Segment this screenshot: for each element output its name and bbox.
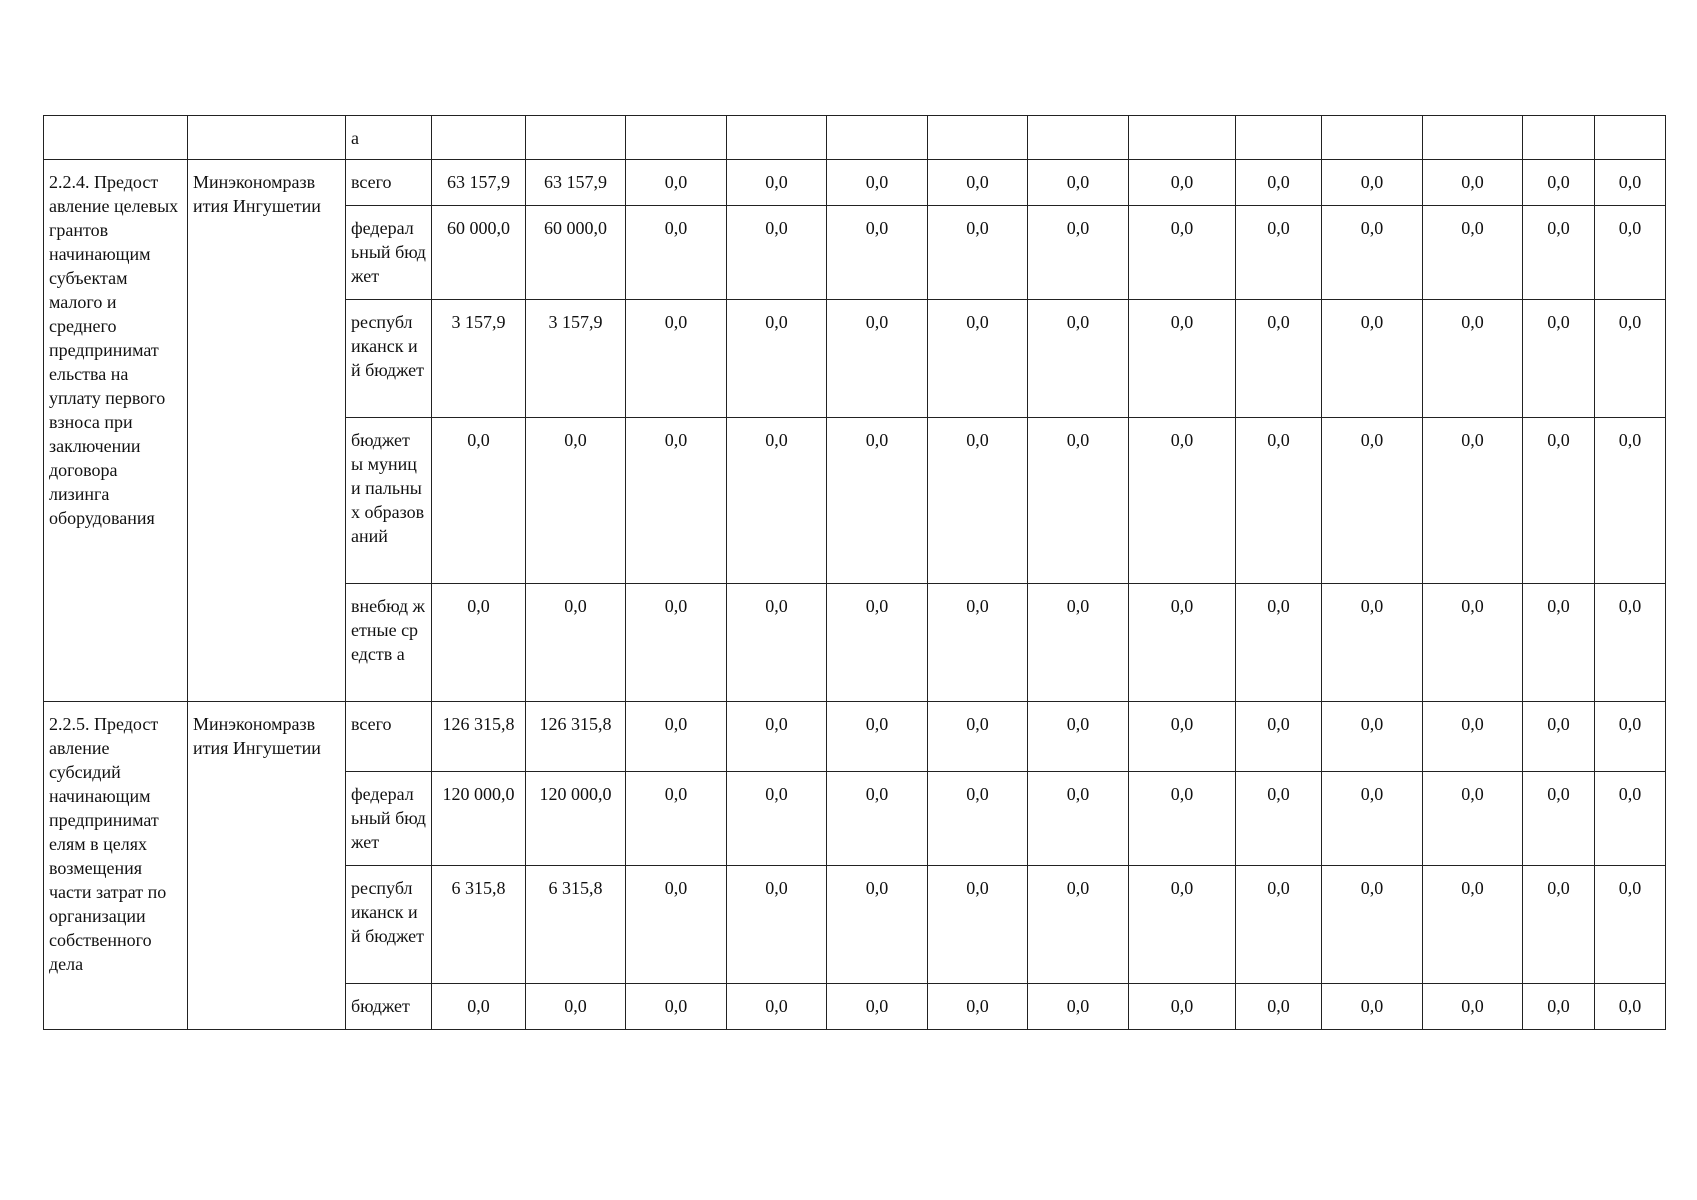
value-cell: 0,0 bbox=[1028, 418, 1129, 584]
value-cell: 0,0 bbox=[1595, 300, 1666, 418]
value-cell: 0,0 bbox=[1523, 418, 1595, 584]
value-cell: 0,0 bbox=[432, 584, 526, 702]
value-cell: 0,0 bbox=[526, 584, 626, 702]
value-cell: 0,0 bbox=[727, 300, 827, 418]
value-cell: 0,0 bbox=[1595, 584, 1666, 702]
value-cell: 0,0 bbox=[1423, 418, 1523, 584]
value-cell: 0,0 bbox=[1423, 866, 1523, 984]
value-cell: 0,0 bbox=[1423, 702, 1523, 772]
value-cell: 0,0 bbox=[1523, 300, 1595, 418]
value-cell: 0,0 bbox=[1028, 300, 1129, 418]
value-cell: 0,0 bbox=[1523, 584, 1595, 702]
value-cell: 0,0 bbox=[727, 984, 827, 1030]
value-cell: 0,0 bbox=[1129, 866, 1236, 984]
continuation-row bbox=[44, 116, 1666, 160]
value-cell: 0,0 bbox=[827, 584, 928, 702]
value-cell: 0,0 bbox=[1322, 702, 1423, 772]
table-row bbox=[44, 160, 1666, 206]
value-cell: 0,0 bbox=[1523, 984, 1595, 1030]
value-cell: 0,0 bbox=[827, 418, 928, 584]
funding-source-cell: бюджет ы муници пальных образов аний bbox=[346, 418, 432, 584]
value-cell: 0,0 bbox=[626, 206, 727, 300]
value-cell: 0,0 bbox=[1595, 206, 1666, 300]
value-cell: 0,0 bbox=[626, 418, 727, 584]
funding-source-cell: всего bbox=[346, 160, 432, 206]
value-cell: 0,0 bbox=[1322, 160, 1423, 206]
measure-name-cell: 2.2.5. Предост авление субсидий начинающим предпринимат елям в целях возмещения части затрат по организации собственного дела bbox=[44, 702, 188, 1030]
value-cell: 0,0 bbox=[626, 160, 727, 206]
value-cell: 3 157,9 bbox=[526, 300, 626, 418]
value-cell: 0,0 bbox=[1129, 160, 1236, 206]
value-cell: 0,0 bbox=[1028, 160, 1129, 206]
value-cell: 0,0 bbox=[1028, 866, 1129, 984]
value-cell: 0,0 bbox=[1595, 160, 1666, 206]
value-cell: 0,0 bbox=[626, 300, 727, 418]
funding-source-cell: всего bbox=[346, 702, 432, 772]
value-cell: 0,0 bbox=[928, 584, 1028, 702]
executor-cell: Минэкономразв ития Ингушетии bbox=[188, 160, 346, 702]
value-cell: 0,0 bbox=[1523, 160, 1595, 206]
value-cell: 0,0 bbox=[727, 160, 827, 206]
value-cell: 0,0 bbox=[1236, 984, 1322, 1030]
value-cell: 0,0 bbox=[1236, 300, 1322, 418]
value-cell: 60 000,0 bbox=[432, 206, 526, 300]
value-cell: 60 000,0 bbox=[526, 206, 626, 300]
value-cell: 6 315,8 bbox=[432, 866, 526, 984]
value-cell: 0,0 bbox=[626, 984, 727, 1030]
value-cell: 0,0 bbox=[727, 772, 827, 866]
value-cell: 0,0 bbox=[827, 866, 928, 984]
value-cell: 0,0 bbox=[1129, 206, 1236, 300]
value-cell: 63 157,9 bbox=[432, 160, 526, 206]
value-cell: 0,0 bbox=[1129, 772, 1236, 866]
value-cell: 0,0 bbox=[827, 160, 928, 206]
continuation-source-cell: а bbox=[346, 116, 432, 160]
value-cell: 0,0 bbox=[526, 984, 626, 1030]
continuation-executor-cell bbox=[188, 116, 346, 160]
value-cell: 0,0 bbox=[1322, 418, 1423, 584]
value-cell: 126 315,8 bbox=[526, 702, 626, 772]
value-cell: 0,0 bbox=[1523, 772, 1595, 866]
funding-source-cell: федерал ьный бюджет bbox=[346, 206, 432, 300]
value-cell: 0,0 bbox=[1322, 300, 1423, 418]
value-cell: 0,0 bbox=[1423, 160, 1523, 206]
funding-source-cell: федерал ьный бюджет bbox=[346, 772, 432, 866]
value-cell: 0,0 bbox=[1595, 418, 1666, 584]
value-cell: 120 000,0 bbox=[526, 772, 626, 866]
value-cell: 0,0 bbox=[1523, 702, 1595, 772]
executor-cell: Минэкономразв ития Ингушетии bbox=[188, 702, 346, 1030]
value-cell: 0,0 bbox=[1129, 984, 1236, 1030]
value-cell: 0,0 bbox=[827, 702, 928, 772]
value-cell: 0,0 bbox=[626, 866, 727, 984]
value-cell: 0,0 bbox=[1028, 702, 1129, 772]
value-cell: 0,0 bbox=[727, 702, 827, 772]
table-row bbox=[44, 702, 1666, 772]
value-cell: 0,0 bbox=[1423, 584, 1523, 702]
value-cell: 0,0 bbox=[1595, 866, 1666, 984]
value-cell: 6 315,8 bbox=[526, 866, 626, 984]
funding-source-cell: внебюд жетные средств а bbox=[346, 584, 432, 702]
value-cell: 0,0 bbox=[1322, 866, 1423, 984]
budget-table bbox=[43, 115, 1666, 1030]
value-cell: 0,0 bbox=[827, 772, 928, 866]
value-cell: 0,0 bbox=[626, 702, 727, 772]
value-cell: 0,0 bbox=[1423, 300, 1523, 418]
value-cell: 0,0 bbox=[1423, 206, 1523, 300]
funding-source-cell: республ иканск ий бюджет bbox=[346, 300, 432, 418]
value-cell: 0,0 bbox=[727, 206, 827, 300]
value-cell: 0,0 bbox=[1322, 206, 1423, 300]
value-cell: 0,0 bbox=[1236, 418, 1322, 584]
value-cell: 0,0 bbox=[727, 584, 827, 702]
value-cell: 0,0 bbox=[928, 984, 1028, 1030]
value-cell: 0,0 bbox=[1423, 772, 1523, 866]
value-cell: 0,0 bbox=[1523, 866, 1595, 984]
value-cell: 0,0 bbox=[827, 300, 928, 418]
value-cell: 0,0 bbox=[1129, 418, 1236, 584]
measure-name-cell: 2.2.4. Предост авление целевых грантов начинающим субъектам малого и среднего предпринимат ельства на уплату первого взноса при заключении договора лизинга оборудования bbox=[44, 160, 188, 702]
value-cell: 0,0 bbox=[928, 160, 1028, 206]
value-cell: 0,0 bbox=[1423, 984, 1523, 1030]
value-cell: 0,0 bbox=[1595, 702, 1666, 772]
value-cell: 0,0 bbox=[1595, 984, 1666, 1030]
value-cell: 120 000,0 bbox=[432, 772, 526, 866]
value-cell: 63 157,9 bbox=[526, 160, 626, 206]
value-cell: 0,0 bbox=[928, 702, 1028, 772]
value-cell: 126 315,8 bbox=[432, 702, 526, 772]
value-cell: 0,0 bbox=[1322, 984, 1423, 1030]
value-cell: 0,0 bbox=[432, 984, 526, 1030]
value-cell: 0,0 bbox=[827, 984, 928, 1030]
value-cell: 0,0 bbox=[432, 418, 526, 584]
value-cell: 0,0 bbox=[1236, 160, 1322, 206]
value-cell: 0,0 bbox=[1028, 584, 1129, 702]
value-cell: 0,0 bbox=[1028, 984, 1129, 1030]
value-cell: 0,0 bbox=[1236, 584, 1322, 702]
value-cell: 0,0 bbox=[827, 206, 928, 300]
value-cell: 0,0 bbox=[727, 866, 827, 984]
continuation-name-cell bbox=[44, 116, 188, 160]
value-cell: 0,0 bbox=[626, 772, 727, 866]
value-cell: 0,0 bbox=[626, 584, 727, 702]
value-cell: 0,0 bbox=[1523, 206, 1595, 300]
value-cell: 0,0 bbox=[928, 772, 1028, 866]
value-cell: 0,0 bbox=[526, 418, 626, 584]
value-cell: 0,0 bbox=[1322, 584, 1423, 702]
funding-source-cell: бюджет bbox=[346, 984, 432, 1030]
value-cell: 0,0 bbox=[1236, 206, 1322, 300]
value-cell: 0,0 bbox=[1129, 300, 1236, 418]
value-cell: 0,0 bbox=[928, 206, 1028, 300]
value-cell: 0,0 bbox=[1236, 702, 1322, 772]
value-cell: 0,0 bbox=[1129, 584, 1236, 702]
value-cell: 0,0 bbox=[1595, 772, 1666, 866]
value-cell: 0,0 bbox=[928, 866, 1028, 984]
value-cell: 0,0 bbox=[1236, 772, 1322, 866]
value-cell: 3 157,9 bbox=[432, 300, 526, 418]
value-cell: 0,0 bbox=[928, 418, 1028, 584]
value-cell: 0,0 bbox=[1322, 772, 1423, 866]
value-cell: 0,0 bbox=[928, 300, 1028, 418]
funding-source-cell: республ иканск ий бюджет bbox=[346, 866, 432, 984]
value-cell: 0,0 bbox=[1236, 866, 1322, 984]
value-cell: 0,0 bbox=[1028, 772, 1129, 866]
value-cell: 0,0 bbox=[727, 418, 827, 584]
value-cell: 0,0 bbox=[1028, 206, 1129, 300]
value-cell: 0,0 bbox=[1129, 702, 1236, 772]
